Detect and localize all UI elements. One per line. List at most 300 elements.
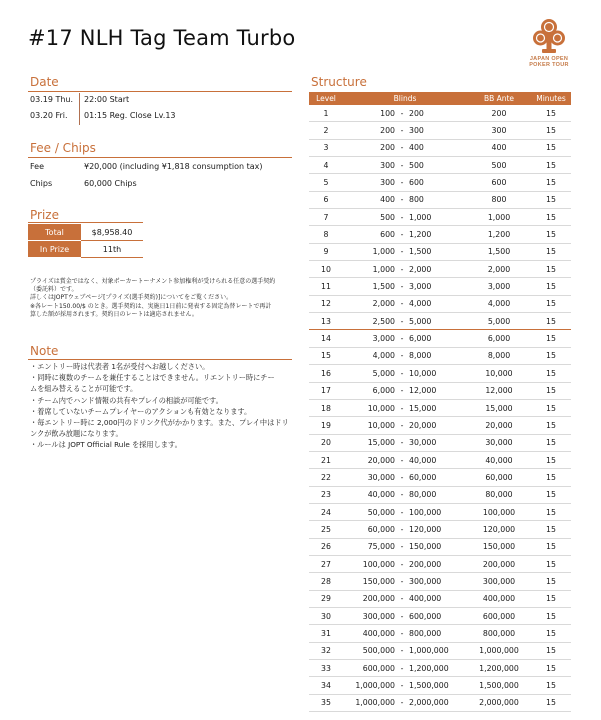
- ante-cell: 2,000: [467, 261, 531, 278]
- minutes-cell: 15: [531, 330, 571, 347]
- table-row: [309, 382, 571, 399]
- small-blind: 60,000: [367, 524, 395, 534]
- ante-cell: 800,000: [467, 625, 531, 642]
- blinds-pair: [343, 404, 467, 413]
- level-cell: 32: [309, 642, 343, 659]
- blinds-pair: [343, 161, 467, 170]
- level-cell: 6: [309, 191, 343, 208]
- level-column-header: Level: [309, 92, 343, 105]
- ante-cell: 120,000: [467, 521, 531, 538]
- small-blind: 75,000: [367, 542, 395, 552]
- blinds-cell: [343, 191, 467, 208]
- minutes-cell: 15: [531, 399, 571, 416]
- blinds-pair: [343, 612, 467, 621]
- blinds-pair: [343, 646, 467, 655]
- note-item: ンクが飲み放題になります。: [30, 429, 123, 439]
- ante-cell: 150,000: [467, 538, 531, 555]
- blinds-dash: -: [400, 490, 404, 500]
- blinds-dash: -: [400, 282, 404, 292]
- table-row: [309, 295, 571, 312]
- table-row: [309, 209, 571, 226]
- blinds-pair: [343, 351, 467, 360]
- minutes-cell: 15: [531, 209, 571, 226]
- table-row: [309, 139, 571, 156]
- fee-label: Fee: [30, 162, 45, 171]
- minutes-cell: 15: [531, 677, 571, 694]
- minutes-cell: 15: [531, 278, 571, 295]
- note-divider: [28, 359, 292, 360]
- level-cell: 26: [309, 538, 343, 555]
- fee-heading: Fee / Chips: [30, 141, 96, 155]
- blinds-cell: [343, 607, 467, 624]
- blinds-pair: [343, 143, 467, 152]
- blinds-pair: [343, 369, 467, 378]
- ante-cell: 800: [467, 191, 531, 208]
- ante-cell: 8,000: [467, 347, 531, 364]
- minutes-cell: 15: [531, 191, 571, 208]
- blinds-dash: -: [400, 386, 404, 396]
- big-blind: 60,000: [409, 472, 437, 482]
- big-blind: 300,000: [409, 576, 442, 586]
- big-blind: 1,500,000: [409, 681, 449, 691]
- big-blind: 4,000: [409, 299, 432, 309]
- blinds-dash: -: [400, 195, 404, 205]
- big-blind: 1,500: [409, 247, 432, 257]
- minutes-cell: 15: [531, 573, 571, 590]
- ante-cell: 30,000: [467, 434, 531, 451]
- table-row: [309, 521, 571, 538]
- big-blind: 800: [409, 195, 424, 205]
- blinds-pair: [343, 473, 467, 482]
- level-cell: 18: [309, 399, 343, 416]
- small-blind: 4,000: [372, 351, 395, 361]
- table-row: [309, 191, 571, 208]
- small-blind: 15,000: [367, 438, 395, 448]
- prize-in-prize-label: In Prize: [28, 241, 81, 258]
- big-blind: 3,000: [409, 282, 432, 292]
- note-item: ・エントリー時は代表者 1名が受付へお越しください。: [30, 362, 210, 371]
- minutes-cell: 15: [531, 261, 571, 278]
- blinds-dash: -: [400, 160, 404, 170]
- minutes-cell: 15: [531, 694, 571, 711]
- ante-cell: 4,000: [467, 295, 531, 312]
- jopt-logo: [521, 18, 577, 84]
- level-cell: 8: [309, 226, 343, 243]
- blinds-dash: -: [400, 438, 404, 448]
- small-blind: 200: [380, 143, 395, 153]
- page-title: #17 NLH Tag Team Turbo: [28, 26, 296, 50]
- level-cell: 35: [309, 694, 343, 711]
- blinds-dash: -: [400, 559, 404, 569]
- note-item: ・着席していないチームプレイヤーのアクションも有効となります。: [30, 406, 252, 416]
- big-blind: 1,200,000: [409, 663, 449, 673]
- minutes-cell: 15: [531, 105, 571, 122]
- small-blind: 30,000: [367, 472, 395, 482]
- table-row: [309, 278, 571, 295]
- blinds-cell: [343, 313, 467, 330]
- big-blind: 8,000: [409, 351, 432, 361]
- small-blind: 400: [380, 195, 395, 205]
- ante-cell: 500: [467, 157, 531, 174]
- big-blind: 100,000: [409, 507, 442, 517]
- big-blind: 1,000,000: [409, 646, 449, 656]
- blinds-dash: -: [400, 524, 404, 534]
- blinds-pair: [343, 247, 467, 256]
- blinds-cell: [343, 226, 467, 243]
- blinds-dash: -: [400, 126, 404, 136]
- blinds-pair: [343, 490, 467, 499]
- blinds-cell: [343, 694, 467, 711]
- blinds-pair: [343, 456, 467, 465]
- table-row: [309, 261, 571, 278]
- minutes-cell: 15: [531, 157, 571, 174]
- table-row: [309, 399, 571, 416]
- level-cell: 24: [309, 503, 343, 520]
- blinds-dash: -: [400, 264, 404, 274]
- disclaimer-line: 算した額が採用されます。契約日のレートは適応されません。: [30, 310, 198, 318]
- blinds-cell: [343, 157, 467, 174]
- minutes-cell: 15: [531, 607, 571, 624]
- ante-cell: 1,000: [467, 209, 531, 226]
- blinds-dash: -: [400, 316, 404, 326]
- prize-heading: Prize: [30, 208, 59, 222]
- minutes-cell: 15: [531, 365, 571, 382]
- blinds-pair: [343, 109, 467, 118]
- table-row: [309, 365, 571, 382]
- level-cell: 28: [309, 573, 343, 590]
- note-heading: Note: [30, 344, 59, 358]
- small-blind: 100: [380, 108, 395, 118]
- small-blind: 300,000: [362, 611, 395, 621]
- blinds-pair: [343, 577, 467, 586]
- structure-heading: Structure: [311, 75, 367, 89]
- prize-total-label: Total: [28, 224, 81, 241]
- prize-in-prize-value: 11th: [81, 241, 143, 258]
- logo-text-line1: JAPAN OPEN: [529, 56, 569, 62]
- level-cell: 12: [309, 295, 343, 312]
- big-blind: 300: [409, 126, 424, 136]
- note-item: ムを組み替えることが可能です。: [30, 384, 138, 394]
- ante-cell: 600,000: [467, 607, 531, 624]
- level-cell: 15: [309, 347, 343, 364]
- level-cell: 22: [309, 469, 343, 486]
- blinds-pair: [343, 386, 467, 395]
- blinds-pair: [343, 334, 467, 343]
- blinds-dash: -: [400, 472, 404, 482]
- small-blind: 50,000: [367, 507, 395, 517]
- ante-cell: 1,500: [467, 243, 531, 260]
- level-cell: 21: [309, 451, 343, 468]
- table-row: [309, 625, 571, 642]
- structure-header-row: [309, 92, 571, 105]
- ante-cell: 5,000: [467, 313, 531, 330]
- blinds-pair: [343, 698, 467, 707]
- blinds-dash: -: [400, 611, 404, 621]
- minutes-column-header: Minutes: [531, 92, 571, 105]
- level-cell: 20: [309, 434, 343, 451]
- table-row: [309, 313, 571, 330]
- ante-cell: 6,000: [467, 330, 531, 347]
- small-blind: 2,000: [372, 299, 395, 309]
- ante-cell: 400,000: [467, 590, 531, 607]
- minutes-cell: 15: [531, 295, 571, 312]
- ante-cell: 3,000: [467, 278, 531, 295]
- blinds-cell: [343, 434, 467, 451]
- minutes-cell: 15: [531, 642, 571, 659]
- table-row: [309, 122, 571, 139]
- small-blind: 600,000: [362, 663, 395, 673]
- note-item: ・毎エントリー時に 2,000円のドリンク代がかかります。また、プレイ中はドリ: [30, 418, 289, 428]
- small-blind: 1,000: [372, 247, 395, 257]
- big-blind: 500: [409, 160, 424, 170]
- level-cell: 17: [309, 382, 343, 399]
- small-blind: 1,000: [372, 264, 395, 274]
- small-blind: 5,000: [372, 368, 395, 378]
- level-cell: 2: [309, 122, 343, 139]
- big-blind: 2,000,000: [409, 698, 449, 708]
- big-blind: 200,000: [409, 559, 442, 569]
- blinds-cell: [343, 243, 467, 260]
- date-row-2-info: 01:15 Reg. Close Lv.13: [84, 111, 176, 120]
- blinds-dash: -: [400, 178, 404, 188]
- blinds-cell: [343, 365, 467, 382]
- blinds-dash: -: [400, 334, 404, 344]
- ante-cell: 80,000: [467, 486, 531, 503]
- big-blind: 40,000: [409, 455, 437, 465]
- level-cell: 5: [309, 174, 343, 191]
- table-row: [309, 573, 571, 590]
- small-blind: 10,000: [367, 403, 395, 413]
- level-cell: 30: [309, 607, 343, 624]
- blinds-pair: [343, 681, 467, 690]
- ante-cell: 1,200,000: [467, 660, 531, 677]
- table-row: [309, 642, 571, 659]
- blinds-dash: -: [400, 663, 404, 673]
- table-row: [309, 590, 571, 607]
- disclaimer-line: 詳しくはJOPTウェブページ[プライズ(選手契約)]についてをご覧ください。: [30, 294, 233, 302]
- big-blind: 30,000: [409, 438, 437, 448]
- minutes-cell: 15: [531, 625, 571, 642]
- minutes-cell: 15: [531, 503, 571, 520]
- ante-cell: 2,000,000: [467, 694, 531, 711]
- ante-cell: 200: [467, 105, 531, 122]
- minutes-cell: 15: [531, 174, 571, 191]
- minutes-cell: 15: [531, 555, 571, 572]
- blinds-dash: -: [400, 628, 404, 638]
- blinds-cell: [343, 347, 467, 364]
- note-item: ・同時に複数のチームを兼任することはできません。リエントリー時にチー: [30, 373, 275, 383]
- level-cell: 25: [309, 521, 343, 538]
- blinds-pair: [343, 421, 467, 430]
- table-row: [309, 330, 571, 347]
- small-blind: 40,000: [367, 490, 395, 500]
- blinds-pair: [343, 594, 467, 603]
- minutes-cell: 15: [531, 521, 571, 538]
- table-row: [309, 417, 571, 434]
- blinds-pair: [343, 525, 467, 534]
- chips-label: Chips: [30, 179, 53, 188]
- table-row: [309, 555, 571, 572]
- small-blind: 300: [380, 178, 395, 188]
- big-blind: 6,000: [409, 334, 432, 344]
- blinds-dash: -: [400, 230, 404, 240]
- ante-cell: 600: [467, 174, 531, 191]
- blinds-pair: [343, 282, 467, 291]
- blinds-column-header: Blinds: [343, 92, 467, 105]
- small-blind: 400,000: [362, 628, 395, 638]
- fee-divider: [28, 157, 292, 158]
- blinds-pair: [343, 508, 467, 517]
- blinds-pair: [343, 664, 467, 673]
- structure-body: [309, 105, 571, 712]
- blinds-dash: -: [400, 403, 404, 413]
- ante-cell: 1,000,000: [467, 642, 531, 659]
- level-cell: 10: [309, 261, 343, 278]
- level-cell: 11: [309, 278, 343, 295]
- table-row: [309, 226, 571, 243]
- blinds-dash: -: [400, 299, 404, 309]
- small-blind: 300: [380, 160, 395, 170]
- blinds-pair: [343, 213, 467, 222]
- blinds-cell: [343, 590, 467, 607]
- blinds-dash: -: [400, 247, 404, 257]
- blinds-pair: [343, 265, 467, 274]
- ante-column-header: BB Ante: [467, 92, 531, 105]
- note-list: [30, 361, 295, 451]
- blinds-dash: -: [400, 368, 404, 378]
- ante-cell: 1,500,000: [467, 677, 531, 694]
- minutes-cell: 15: [531, 139, 571, 156]
- table-row: [309, 174, 571, 191]
- blinds-cell: [343, 261, 467, 278]
- small-blind: 150,000: [362, 576, 395, 586]
- blinds-cell: [343, 139, 467, 156]
- level-cell: 19: [309, 417, 343, 434]
- note-item: ・ルールは JOPT Official Rule を採用します。: [30, 440, 182, 450]
- blinds-dash: -: [400, 351, 404, 361]
- level-cell: 13: [309, 313, 343, 330]
- blinds-pair: [343, 438, 467, 447]
- ante-cell: 60,000: [467, 469, 531, 486]
- big-blind: 120,000: [409, 524, 442, 534]
- level-cell: 27: [309, 555, 343, 572]
- blinds-pair: [343, 560, 467, 569]
- table-row: [309, 538, 571, 555]
- blinds-dash: -: [400, 681, 404, 691]
- table-row: [309, 451, 571, 468]
- prize-row-total: [28, 224, 143, 241]
- big-blind: 400: [409, 143, 424, 153]
- table-row: [309, 694, 571, 711]
- prize-divider: [28, 222, 143, 223]
- blinds-dash: -: [400, 542, 404, 552]
- blinds-dash: -: [400, 455, 404, 465]
- ante-cell: 15,000: [467, 399, 531, 416]
- logo-text-line2: POKER TOUR: [529, 62, 569, 68]
- minutes-cell: 15: [531, 243, 571, 260]
- table-row: [309, 434, 571, 451]
- small-blind: 10,000: [367, 420, 395, 430]
- disclaimer-line: （委託料）です。: [30, 286, 78, 294]
- blinds-dash: -: [400, 420, 404, 430]
- table-row: [309, 677, 571, 694]
- date-divider: [28, 91, 292, 92]
- minutes-cell: 15: [531, 382, 571, 399]
- big-blind: 800,000: [409, 628, 442, 638]
- big-blind: 12,000: [409, 386, 437, 396]
- blinds-cell: [343, 538, 467, 555]
- minutes-cell: 15: [531, 538, 571, 555]
- minutes-cell: 15: [531, 417, 571, 434]
- note-item: ・チーム内でハンド情報の共有やプレイの相談が可能です。: [30, 395, 223, 405]
- table-row: [309, 503, 571, 520]
- small-blind: 200,000: [362, 594, 395, 604]
- level-cell: 14: [309, 330, 343, 347]
- minutes-cell: 15: [531, 434, 571, 451]
- small-blind: 20,000: [367, 455, 395, 465]
- table-row: [309, 486, 571, 503]
- small-blind: 200: [380, 126, 395, 136]
- blinds-pair: [343, 317, 467, 326]
- blinds-dash: -: [400, 212, 404, 222]
- level-cell: 34: [309, 677, 343, 694]
- blinds-cell: [343, 521, 467, 538]
- small-blind: 500: [380, 212, 395, 222]
- minutes-cell: 15: [531, 226, 571, 243]
- ante-cell: 12,000: [467, 382, 531, 399]
- big-blind: 200: [409, 108, 424, 118]
- level-cell: 31: [309, 625, 343, 642]
- blinds-cell: [343, 503, 467, 520]
- blinds-pair: [343, 230, 467, 239]
- date-row-1-info: 22:00 Start: [84, 95, 130, 104]
- blinds-cell: [343, 660, 467, 677]
- date-column-separator: [79, 93, 80, 125]
- blinds-cell: [343, 174, 467, 191]
- blinds-cell: [343, 330, 467, 347]
- blinds-cell: [343, 295, 467, 312]
- blinds-cell: [343, 209, 467, 226]
- small-blind: 1,500: [372, 282, 395, 292]
- blinds-cell: [343, 417, 467, 434]
- blinds-dash: -: [400, 594, 404, 604]
- small-blind: 600: [380, 230, 395, 240]
- blinds-dash: -: [400, 108, 404, 118]
- minutes-cell: 15: [531, 122, 571, 139]
- blinds-cell: [343, 677, 467, 694]
- blinds-cell: [343, 573, 467, 590]
- small-blind: 1,000,000: [355, 681, 395, 691]
- blinds-dash: -: [400, 507, 404, 517]
- blinds-dash: -: [400, 646, 404, 656]
- blinds-cell: [343, 105, 467, 122]
- club-logo-icon: [533, 18, 565, 56]
- big-blind: 400,000: [409, 594, 442, 604]
- table-row: [309, 243, 571, 260]
- big-blind: 10,000: [409, 368, 437, 378]
- structure-table: [309, 92, 571, 712]
- level-cell: 3: [309, 139, 343, 156]
- date-heading: Date: [30, 75, 59, 89]
- blinds-cell: [343, 642, 467, 659]
- prize-disclaimer: [30, 278, 292, 319]
- table-row: [309, 157, 571, 174]
- ante-cell: 1,200: [467, 226, 531, 243]
- level-cell: 1: [309, 105, 343, 122]
- big-blind: 150,000: [409, 542, 442, 552]
- blinds-cell: [343, 382, 467, 399]
- blinds-pair: [343, 299, 467, 308]
